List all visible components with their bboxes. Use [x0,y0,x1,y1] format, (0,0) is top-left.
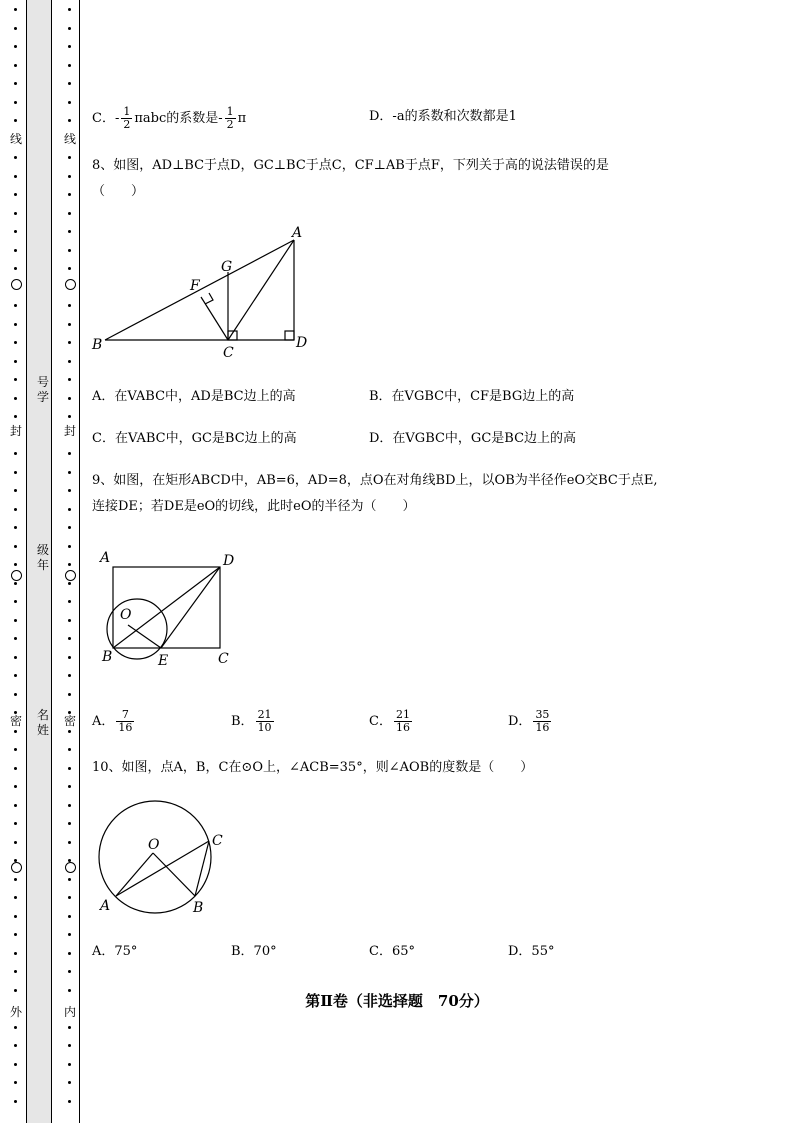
cut-dot [68,785,71,788]
binding-margin-border [79,0,80,1123]
q10-option-c: C．65° [369,944,415,959]
cut-dot [68,1026,71,1029]
cut-dot [68,674,71,677]
q10-label-c: C [212,833,223,849]
cut-dot [14,156,17,159]
cut-dot [68,378,71,381]
margin-label-wai: 外 [9,1005,22,1019]
cut-dot [68,397,71,400]
q7-option-d: D．-a的系数和次数都是1 [369,109,517,124]
cut-dot [68,970,71,973]
cut-dot [14,175,17,178]
cut-dot [14,471,17,474]
cut-dot [14,785,17,788]
cut-dot [14,249,17,252]
cut-dot [14,397,17,400]
cut-dot [68,693,71,696]
cut-dot [14,952,17,955]
cut-dot [14,8,17,11]
q8-option-d: D．在VGBC中，GC是BC边上的高 [369,431,577,446]
margin-label-xian-left: 线 [9,132,22,146]
cut-dot [68,193,71,196]
q8-label-c: C [223,345,234,361]
cut-dot [68,841,71,844]
q8-label-d: D [296,335,308,351]
cut-dot [14,730,17,733]
cut-dot [68,230,71,233]
q9-label-c: C [218,651,229,667]
q10-option-d: D．55° [508,944,555,959]
q9-stem-line1: 9、如图，在矩形ABCD中，AB=6，AD=8，点O在对角线BD上，以OB为半径作eO交BC于点E, [92,473,658,488]
margin-circle-left-2 [11,570,22,581]
q10-label-o: O [148,837,160,853]
cut-dot [14,582,17,585]
cut-dot [68,267,71,270]
margin-label-feng-right: 封 [63,424,76,438]
cut-dot [68,119,71,122]
cut-dot [14,748,17,751]
cut-dot [14,452,17,455]
cut-dot [14,878,17,881]
cut-dot [68,471,71,474]
q8-label-a: A [292,225,303,241]
margin-circle-right-1 [65,279,76,290]
cut-dot [68,933,71,936]
cut-dot [14,27,17,30]
cut-dot [14,600,17,603]
cut-dot [68,360,71,363]
q9-figure [92,545,252,675]
field-student-number: 号学 [36,375,49,404]
margin-circle-right-2 [65,570,76,581]
q9-option-a: A． $\frac{7}{16}$ [92,708,133,734]
cut-dot [14,64,17,67]
q9-line-de [161,567,220,648]
cut-dot [14,933,17,936]
cut-dot [68,748,71,751]
cut-dot [14,915,17,918]
q8-label-g: G [221,259,233,275]
field-grade: 级年 [36,543,49,572]
q8-figure [88,222,328,362]
cut-dot [14,822,17,825]
margin-label-nei: 内 [63,1005,76,1019]
cut-dot [68,896,71,899]
cut-dot [14,1063,17,1066]
q8-option-b: B．在VGBC中，CF是BG边上的高 [369,389,575,404]
cut-dot [14,804,17,807]
margin-label-feng-left: 封 [9,424,22,438]
cut-dot [14,693,17,696]
margin-circle-right-3 [65,862,76,873]
q9-circle-o [107,599,167,659]
q10-radius-ob [153,853,195,896]
cut-dot [68,563,71,566]
cut-dot [14,1081,17,1084]
margin-circle-left-3 [11,862,22,873]
cut-dot [68,730,71,733]
q8-option-a: A．在VABC中，AD是BC边上的高 [92,389,296,404]
cut-dot [14,1044,17,1047]
cut-dot [14,545,17,548]
cut-dot [14,656,17,659]
cut-dot [14,508,17,511]
cut-dot [14,563,17,566]
cut-dot [68,545,71,548]
cut-dot [14,637,17,640]
q10-stem: 10、如图，点A，B，C在⊙O上，∠ACB=35°，则∠AOB的度数是（ ） [92,760,534,775]
q8-option-c: C．在VABC中，GC是BC边上的高 [92,431,297,446]
q9-label-b: B [102,649,113,665]
q9-label-e: E [158,653,169,669]
q9-label-d: D [223,553,235,569]
cut-dot [14,378,17,381]
q8-label-b: B [92,337,103,353]
cut-dot [14,323,17,326]
cut-dot [14,193,17,196]
cut-dot [14,304,17,307]
cut-dot [14,230,17,233]
q10-radius-oa [116,853,153,896]
cut-dot [68,45,71,48]
cut-dot [68,82,71,85]
cut-dot [68,101,71,104]
q9-option-d: D． $\frac{35}{16}$ [508,708,550,734]
q10-chord-ac [116,841,209,896]
cut-dot [68,508,71,511]
q9-option-c: C． $\frac{21}{16}$ [369,708,410,734]
q8-line-ac [228,240,294,340]
q9-option-b: B． $\frac{21}{10}$ [231,708,272,734]
cut-dot [68,27,71,30]
cut-dot [68,1100,71,1103]
cut-dot [68,582,71,585]
cut-dot [68,804,71,807]
margin-label-xian-right: 线 [63,132,76,146]
cut-dot [14,360,17,363]
cut-dot [68,489,71,492]
cut-dot [14,212,17,215]
cut-dot [14,267,17,270]
cut-dot [14,767,17,770]
cut-dot [14,619,17,622]
q10-label-a: A [100,898,111,914]
cut-dot [14,119,17,122]
cut-dot [68,1081,71,1084]
margin-label-mi-right: 密 [63,714,76,728]
q10-option-a: A．75° [92,944,138,959]
cut-dot [68,156,71,159]
cut-dot [14,45,17,48]
margin-label-mi-left: 密 [9,714,22,728]
cut-dot [68,526,71,529]
cut-dot [68,323,71,326]
cut-dot [68,915,71,918]
q9-label-o: O [120,607,132,623]
q8-right-angle-d [285,331,294,340]
cut-line-left [9,0,23,1123]
cut-dot [68,656,71,659]
cut-dot [14,1026,17,1029]
cut-dot [14,101,17,104]
q10-figure [90,800,240,925]
cut-dot [14,896,17,899]
cut-dot [68,600,71,603]
cut-dot [68,64,71,67]
cut-dot [14,841,17,844]
cut-dot [68,637,71,640]
cut-dot [68,341,71,344]
cut-dot [68,249,71,252]
q10-label-b: B [193,900,204,916]
q8-answer-paren: （ ） [92,184,145,199]
cut-dot [68,822,71,825]
cut-dot [14,415,17,418]
cut-dot [14,82,17,85]
cut-dot [68,767,71,770]
cut-dot [68,952,71,955]
q9-line-oe [128,625,161,648]
q8-right-angle-f [205,293,213,304]
section-title: 第Ⅱ卷（非选择题 70分） [305,992,489,1010]
cut-dot [68,8,71,11]
cut-dot [68,452,71,455]
cut-dot [68,1063,71,1066]
cut-dot [68,415,71,418]
cut-dot [14,970,17,973]
cut-dot [68,878,71,881]
cut-dot [68,304,71,307]
q8-stem: 8、如图，AD⊥BC于点D，GC⊥BC于点C，CF⊥AB于点F，下列关于高的说法错误的是 [92,158,609,173]
q10-option-b: B．70° [231,944,277,959]
q9-stem-line2: 连接DE；若DE是eO的切线，此时eO的半径为（ ） [92,499,416,514]
cut-dot [14,526,17,529]
q9-label-a: A [100,550,111,566]
cut-dot [14,489,17,492]
cut-dot [14,341,17,344]
cut-dot [68,1044,71,1047]
field-name: 名姓 [36,708,49,737]
cut-dot [14,674,17,677]
cut-dot [68,212,71,215]
cut-dot [14,1100,17,1103]
cut-dot [68,175,71,178]
q10-circle-o [99,801,211,913]
cut-line-right [63,0,77,1123]
q7-option-c: C．- $\frac{1}{2}$ πabc的系数是- $\frac{1}{2}$ π [92,105,247,131]
margin-circle-left-1 [11,279,22,290]
q8-label-f: F [190,278,200,294]
cut-dot [68,619,71,622]
